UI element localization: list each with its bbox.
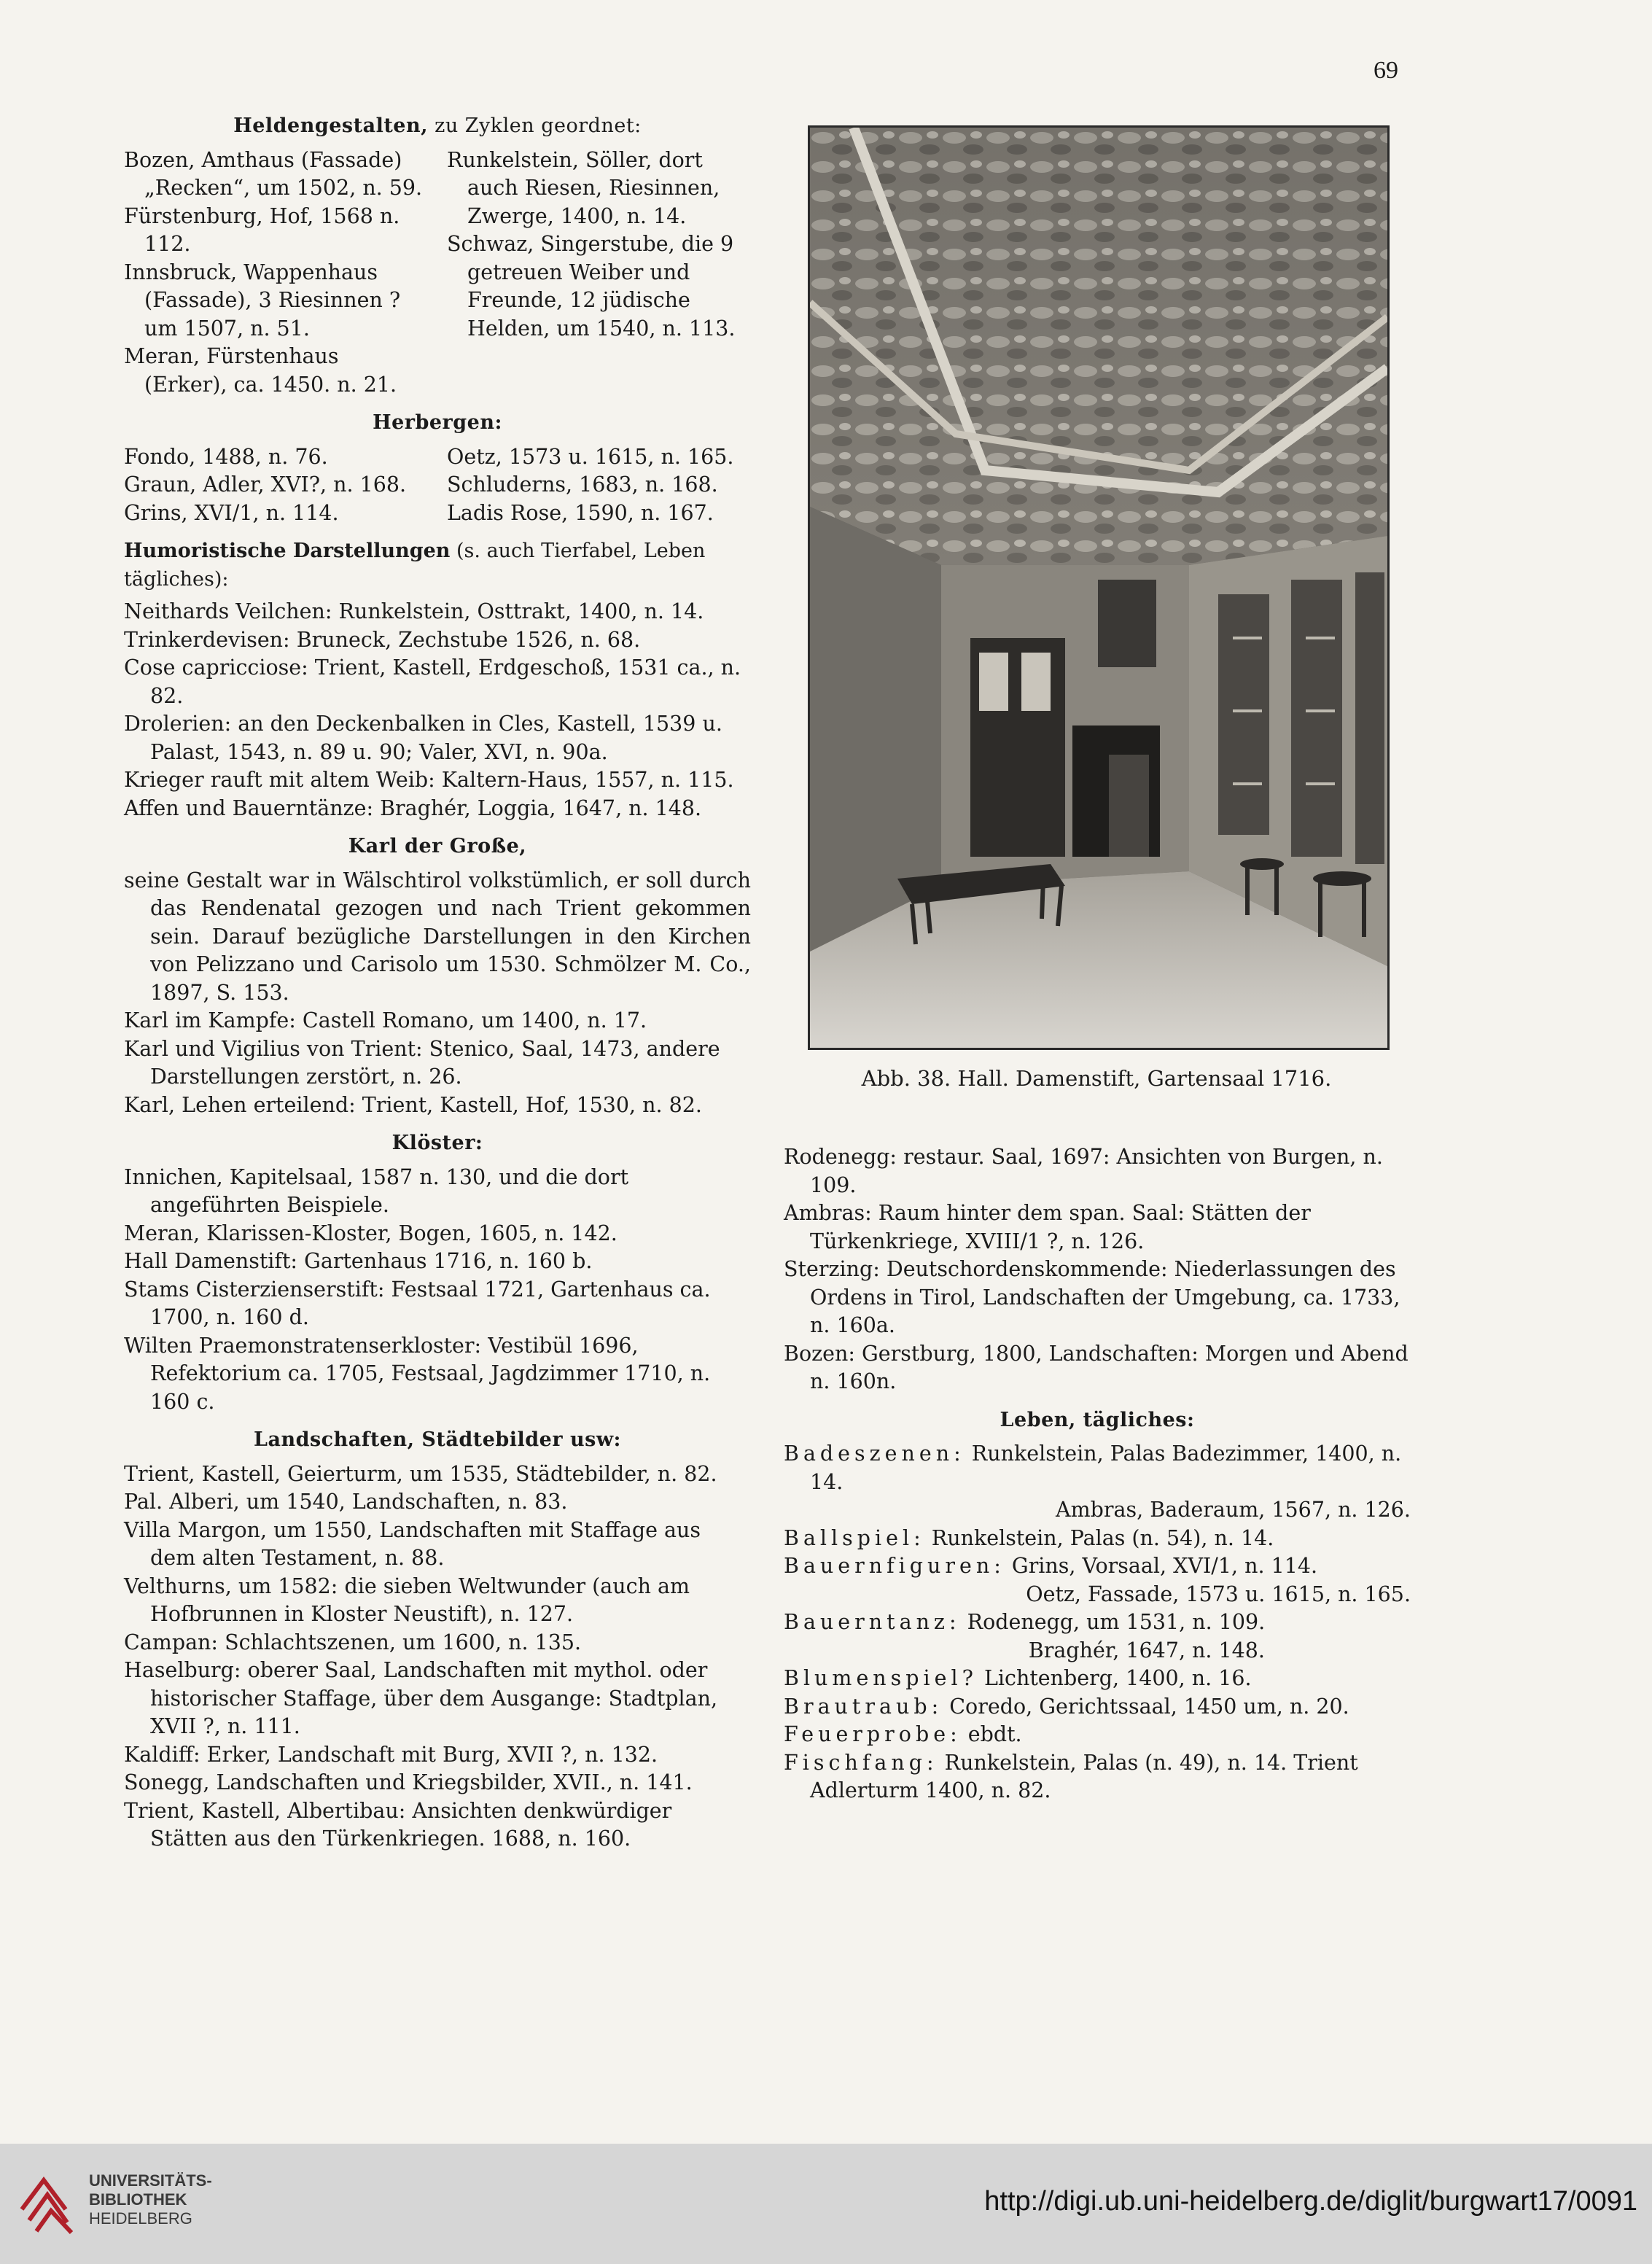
list-item: Krieger rauft mit altem Weib: Kaltern-Haus, 1557, n. 115. xyxy=(124,768,734,792)
hall-interior-photo xyxy=(810,128,1387,1048)
list-item: Wilten Praemonstratenserkloster: Vestibül 1696, Refektorium ca. 1705, Festsaal, Jagdzimmer 1710, n. 160 c. xyxy=(124,1333,711,1414)
list-item: Ambras: Raum hinter dem span. Saal: Stätten der Türkenkriege, XVIII/1 ?, n. 126. xyxy=(784,1201,1311,1253)
list-item: Trinkerdevisen: Bruneck, Zechstube 1526, n. 68. xyxy=(124,627,641,652)
section-heading-kloester: Klöster: xyxy=(391,1132,483,1154)
list-item: Drolerien: an den Deckenbalken in Cles, Kastell, 1539 u. Palast, 1543, n. 89 u. 90; Valer, XVI, n. 90a. xyxy=(124,712,722,764)
herbergen-list xyxy=(124,443,751,528)
section-heading-helden: Heldengestalten, zu Zyklen geordnet: xyxy=(233,114,642,137)
list-item: Bozen, Amthaus (Fassade) „Recken“, um 1502, n. 59. xyxy=(124,147,423,200)
left-column xyxy=(124,102,751,1853)
figure-photo-gartensaal xyxy=(808,125,1390,1050)
list-item: Neithards Veilchen: Runkelstein, Osttrakt, 1400, n. 14. xyxy=(124,599,704,623)
list-item: Innichen, Kapitelsaal, 1587 n. 130, und die dort angeführten Beispiele. xyxy=(124,1164,629,1217)
page-number: 69 xyxy=(1374,57,1398,84)
list-item: Meran, Klarissen-Kloster, Bogen, 1605, n. 142. xyxy=(124,1221,617,1245)
university-logo-text: UNIVERSITÄTS- BIBLIOTHEK HEIDELBERG xyxy=(89,2171,212,2228)
list-item: Grins, XVI/1, n. 114. xyxy=(124,500,339,525)
footer-bar xyxy=(0,2144,1652,2264)
section-heading-karl: Karl der Große, xyxy=(348,835,527,857)
list-item: Bozen: Gerstburg, 1800, Landschaften: Morgen und Abend n. 160n. xyxy=(784,1341,1409,1393)
list-item-continuation: Oetz, Fassade, 1573 u. 1615, n. 165. xyxy=(1026,1582,1411,1606)
list-item: Affen und Bauerntänze: Braghér, Loggia, 1647, n. 148. xyxy=(124,795,702,820)
figure-caption: Abb. 38. Hall. Damenstift, Gartensaal 1716. xyxy=(861,1066,1332,1091)
section-heading-leben: Leben, tägliches: xyxy=(1000,1408,1195,1431)
right-column xyxy=(784,1143,1411,1805)
list-item: Hall Damenstift: Gartenhaus 1716, n. 160 b. xyxy=(124,1249,593,1273)
list-item: Fondo, 1488, n. 76. xyxy=(124,444,328,469)
list-item: Meran, Fürstenhaus (Erker), ca. 1450. n. 21. xyxy=(124,344,397,397)
section-heading-herbergen: Herbergen: xyxy=(373,411,502,434)
list-item: Sonegg, Landschaften und Kriegsbilder, XVII., n. 141. xyxy=(124,1770,693,1794)
list-item: Oetz, 1573 u. 1615, n. 165. xyxy=(447,444,734,469)
list-item: Haselburg: oberer Saal, Landschaften mit mythol. oder historischer Staffage, über dem Ausgange: Stadtplan, XVII ?, n. 111. xyxy=(124,1658,718,1738)
karl-intro: seine Gestalt war in Wälschtirol volkstümlich, er soll durch das Rendenatal gezogen und nach Trient gekommen sein. Darauf bezügliche Darstellungen in den Kirchen von Pelizzano und Carisolo um 1530. Schmölzer M. Co., 1897, S. 153. xyxy=(124,868,751,1005)
list-item: Cose capricciose: Trient, Kastell, Erdgeschoß, 1531 ca., n. 82. xyxy=(124,656,741,708)
list-item: Campan: Schlachtszenen, um 1600, n. 135. xyxy=(124,1630,582,1654)
list-item: Sterzing: Deutschordenskommende: Niederlassungen des Ordens in Tirol, Landschaften der Umgebung, ca. 1733, n. 160a. xyxy=(784,1257,1400,1337)
section-heading-humor: Humoristische Darstellungen (s. auch Tierfabel, Leben tägliches): xyxy=(124,540,706,591)
list-item-continuation: Braghér, 1647, n. 148. xyxy=(1028,1638,1265,1662)
list-item: Badeszenen: Runkelstein, Palas Badezimmer, 1400, n. 14. xyxy=(784,1442,1402,1494)
list-item: Pal. Alberi, um 1540, Landschaften, n. 83. xyxy=(124,1490,568,1514)
list-item: Feuerprobe: ebdt. xyxy=(784,1722,1022,1746)
list-item: Trient, Kastell, Albertibau: Ansichten denkwürdiger Stätten aus den Türkenkriegen. 1688, n. 160. xyxy=(124,1798,672,1851)
section-heading-landschaften: Landschaften, Städtebilder usw: xyxy=(253,1428,622,1451)
list-item: Fischfang: Runkelstein, Palas (n. 49), n. 14. Trient Adlerturm 1400, n. 82. xyxy=(784,1750,1358,1802)
list-item: Runkelstein, Söller, dort auch Riesen, Riesinnen, Zwerge, 1400, n. 14. xyxy=(447,147,720,228)
list-item: Villa Margon, um 1550, Landschaften mit Staffage aus dem alten Testament, n. 88. xyxy=(124,1517,701,1570)
list-item: Ballspiel: Runkelstein, Palas (n. 54), n. 14. xyxy=(784,1525,1274,1550)
list-item: Bauerntanz: Rodenegg, um 1531, n. 109. xyxy=(784,1610,1266,1634)
university-logo-icon xyxy=(15,2166,80,2238)
list-item: Bauernfiguren: Grins, Vorsaal, XVI/1, n. 114. xyxy=(784,1554,1318,1578)
list-item: Rodenegg: restaur. Saal, 1697: Ansichten von Burgen, n. 109. xyxy=(784,1145,1383,1197)
source-url-link[interactable]: http://digi.ub.uni-heidelberg.de/diglit/burgwart17/0091 xyxy=(984,2186,1637,2217)
list-item: Brautraub: Coredo, Gerichtssaal, 1450 um, n. 20. xyxy=(784,1694,1349,1719)
list-item: Karl im Kampfe: Castell Romano, um 1400, n. 17. xyxy=(124,1008,647,1032)
list-item: Ladis Rose, 1590, n. 167. xyxy=(447,500,714,525)
list-item: Karl, Lehen erteilend: Trient, Kastell, Hof, 1530, n. 82. xyxy=(124,1092,702,1117)
list-item-continuation: Ambras, Baderaum, 1567, n. 126. xyxy=(1056,1498,1411,1522)
list-item: Innsbruck, Wappenhaus (Fassade), 3 Riesinnen ? um 1507, n. 51. xyxy=(124,260,401,341)
list-item: Fürstenburg, Hof, 1568 n. 112. xyxy=(124,203,400,256)
list-item: Schwaz, Singerstube, die 9 getreuen Weiber und Freunde, 12 jüdische Helden, um 1540, n. 113. xyxy=(447,232,736,341)
list-item: Stams Cisterzienserstift: Festsaal 1721, Gartenhaus ca. 1700, n. 160 d. xyxy=(124,1277,711,1329)
list-item: Karl und Vigilius von Trient: Stenico, Saal, 1473, andere Darstellungen zerstört, n. 26. xyxy=(124,1036,720,1089)
list-item: Trient, Kastell, Geierturm, um 1535, Städtebilder, n. 82. xyxy=(124,1461,717,1486)
list-item: Velthurns, um 1582: die sieben Weltwunder (auch am Hofbrunnen in Kloster Neustift), n. 127. xyxy=(124,1573,690,1626)
list-item: Kaldiff: Erker, Landschaft mit Burg, XVII ?, n. 132. xyxy=(124,1742,658,1767)
list-item: Blumenspiel? Lichtenberg, 1400, n. 16. xyxy=(784,1666,1252,1690)
helden-list xyxy=(124,147,751,400)
list-item: Schluderns, 1683, n. 168. xyxy=(447,472,718,497)
list-item: Graun, Adler, XVI?, n. 168. xyxy=(124,472,407,497)
